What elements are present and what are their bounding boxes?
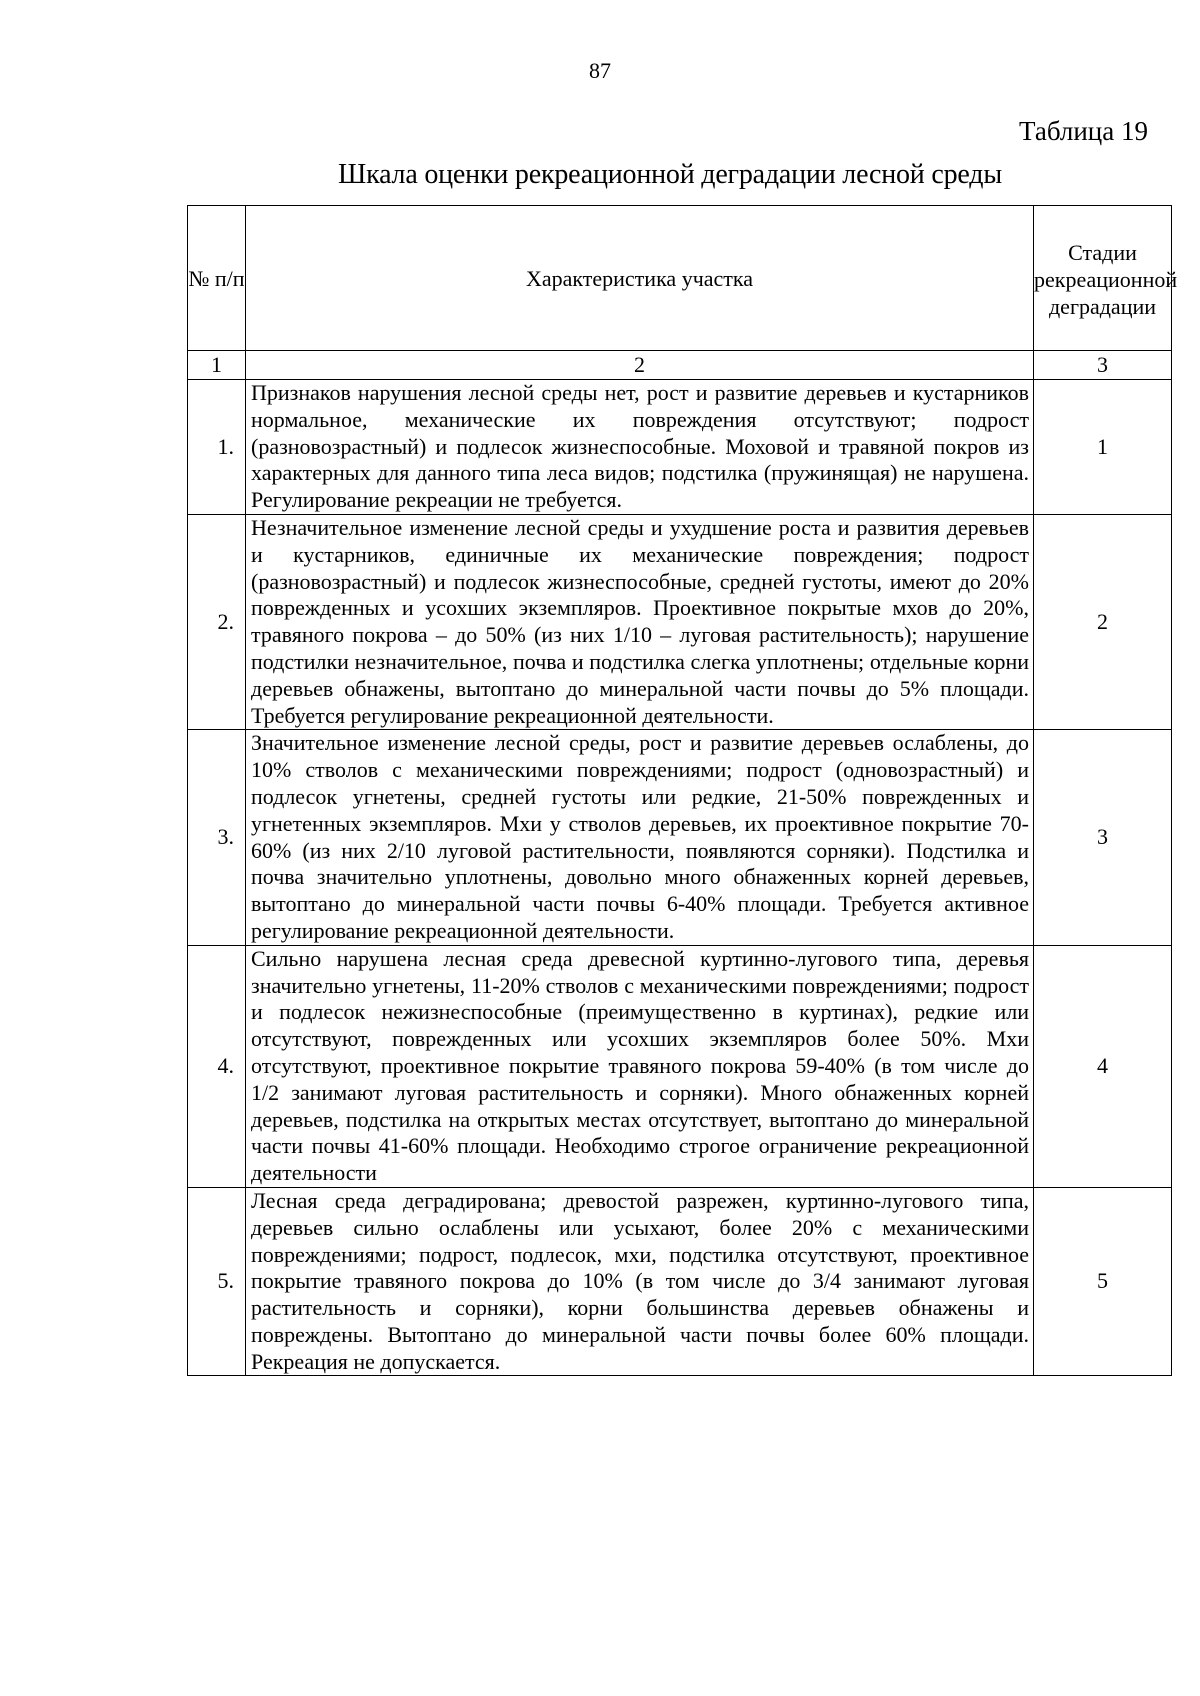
table-row xyxy=(188,1187,1172,1376)
header-desc: Характеристика участка xyxy=(246,206,1034,351)
table-row xyxy=(188,730,1172,945)
degradation-table xyxy=(187,205,1178,1376)
table-label: Таблица 19 xyxy=(1019,116,1148,146)
page-number: 87 xyxy=(589,58,611,83)
row-number: 3. xyxy=(188,730,246,945)
row-stage: 3 xyxy=(1034,730,1172,945)
row-number: 4. xyxy=(188,945,246,1187)
header-num: № п/п xyxy=(188,206,246,351)
table-title: Шкала оценки рекреационной деградации лесной среды xyxy=(338,159,1002,190)
row-number: 1. xyxy=(188,380,246,515)
row-description: Значительное изменение лесной среды, рост и развитие деревьев ослаблены, до 10% стволов с механическими повреждениями; подрост (одновозрастный) и подлесок угнетены, средней густоты или редкие, 21-50% поврежденных и угнетенных экземпляров. Мхи у стволов деревьев, их проективное покрытие 70-60% (из них 2/10 луговой растительности, появляются сорняки). Подстилка и почва значительно уплотнены, довольно много обнаженных корней деревьев, вытоптано до минеральной части почвы 6-40% площади. Требуется активное регулирование рекреационной деятельности. xyxy=(246,730,1034,945)
row-stage: 5 xyxy=(1034,1187,1172,1376)
row-description: Признаков нарушения лесной среды нет, рост и развитие деревьев и кустарников нормальное, механические их повреждения отсутствуют; подрост (разновозрастный) и подлесок жизнеспособные. Моховой и травяной покров из характерных для данного типа леса видов; подстилка (пружинящая) не нарушена. Регулирование рекреации не требуется. xyxy=(246,380,1034,515)
column-index-row xyxy=(188,351,1172,380)
row-number: 2. xyxy=(188,514,246,729)
header-stage: Стадии рекреационной деградации xyxy=(1034,206,1172,351)
row-stage: 2 xyxy=(1034,514,1172,729)
row-description: Лесная среда деградирована; древостой разрежен, куртинно-лугового типа, деревьев сильно ослаблены или усыхают, более 20% с механическими повреждениями; подрост, подлесок, мхи, подстилка отсутствуют, проективное покрытие травяного покрова до 10% (в том числе до 3/4 занимают луговая растительность и сорняки), корни большинства деревьев обнажены и повреждены. Вытоптано до минеральной части почвы более 60% площади. Рекреация не допускается. xyxy=(246,1187,1034,1376)
header-row xyxy=(188,206,1172,351)
row-description: Сильно нарушена лесная среда древесной куртинно-лугового типа, деревья значительно угнетены, 11-20% стволов с механическими повреждениями; подрост и подлесок нежизнеспособные (преимущественно в куртинах), редкие или отсутствуют, поврежденных или усохших экземпляров более 50%. Мхи отсутствуют, проективное покрытие травяного покрова 59-40% (в том числе до 1/2 занимают луговая растительность и сорняки). Много обнаженных корней деревьев, подстилка на открытых местах отсутствует, вытоптано до минеральной части почвы 41-60% площади. Необходимо строгое ограничение рекреационной деятельности xyxy=(246,945,1034,1187)
table-row xyxy=(188,380,1172,515)
column-index-3: 3 xyxy=(1034,351,1172,380)
column-index-2: 2 xyxy=(246,351,1034,380)
row-number: 5. xyxy=(188,1187,246,1376)
row-stage: 4 xyxy=(1034,945,1172,1187)
table-row xyxy=(188,514,1172,729)
column-index-1: 1 xyxy=(188,351,246,380)
table-row xyxy=(188,945,1172,1187)
row-description: Незначительное изменение лесной среды и ухудшение роста и развития деревьев и кустарников, единичные их механические повреждения; подрост (разновозрастный) и подлесок жизнеспособные, средней густоты, имеют до 20% поврежденных и усохших экземпляров. Проективное покрытые мхов до 20%, травяного покрова – до 50% (из них 1/10 – луговая растительность); нарушение подстилки незначительное, почва и подстилка слегка уплотнены; отдельные корни деревьев обнажены, вытоптано до минеральной части почвы до 5% площади. Требуется регулирование рекреационной деятельности. xyxy=(246,514,1034,729)
row-stage: 1 xyxy=(1034,380,1172,515)
